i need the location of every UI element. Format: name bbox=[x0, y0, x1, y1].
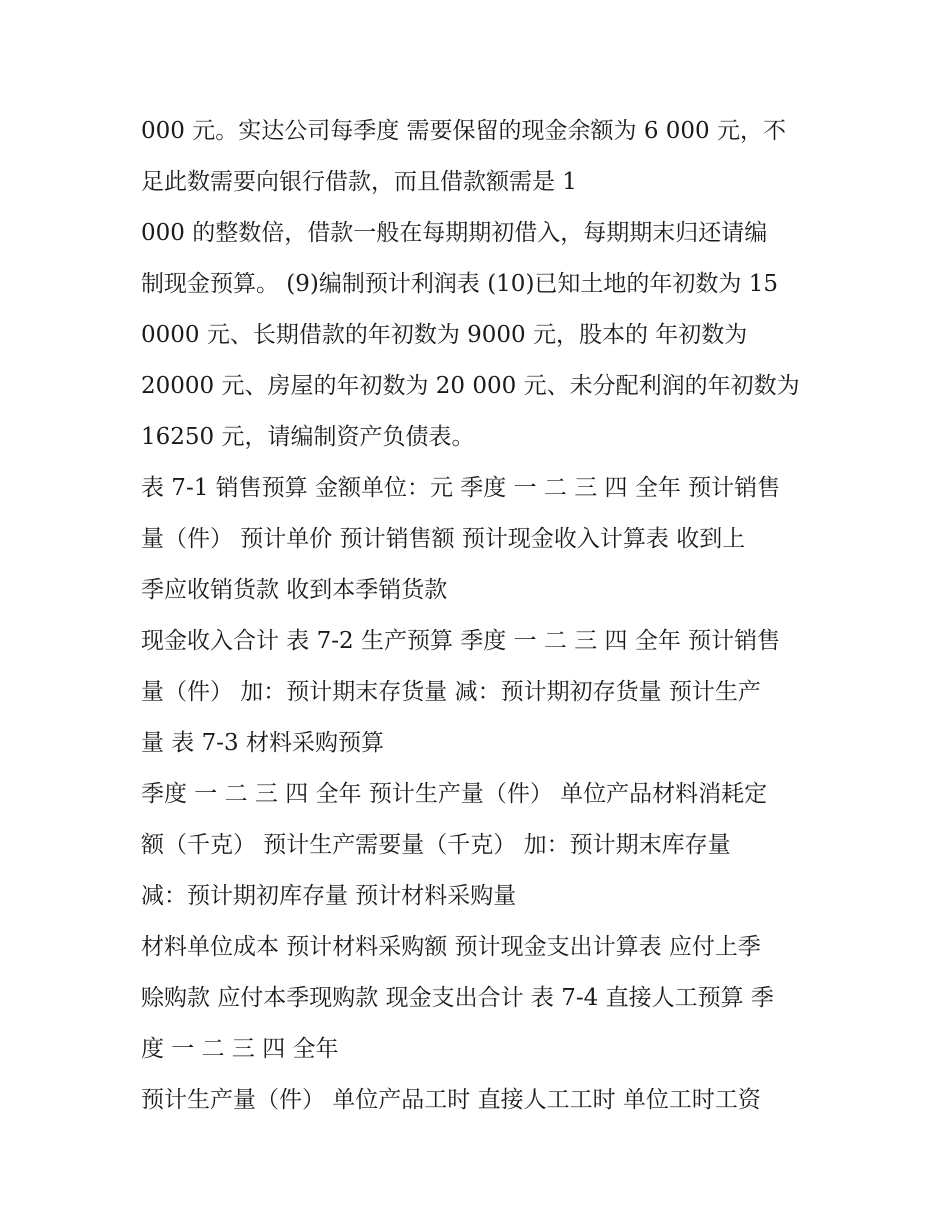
text-line: 赊购款 应付本季现购款 现金支出合计 表 7-4 直接人工预算 季 bbox=[141, 985, 774, 1011]
document-body bbox=[141, 106, 821, 1126]
text-line: 量（件） 预计单价 预计销售额 预计现金收入计算表 收到上 bbox=[141, 526, 746, 552]
text-line: 量（件） 加：预计期末存货量 减：预计期初存货量 预计生产 bbox=[141, 679, 761, 705]
text-line: 季度 一 二 三 四 全年 预计生产量（件） 单位产品材料消耗定 bbox=[141, 781, 768, 807]
text-line: 20000 元、房屋的年初数为 20 000 元、未分配利润的年初数为 bbox=[141, 373, 800, 399]
text-line: 0000 元、长期借款的年初数为 9000 元，股本的 年初数为 bbox=[141, 322, 748, 348]
text-line: 度 一 二 三 四 全年 bbox=[141, 1036, 339, 1062]
text-line: 16250 元，请编制资产负债表。 bbox=[141, 424, 475, 450]
text-line: 预计生产量（件） 单位产品工时 直接人工工时 单位工时工资 bbox=[141, 1087, 761, 1113]
text-line: 表 7-1 销售预算 金额单位：元 季度 一 二 三 四 全年 预计销售 bbox=[141, 475, 781, 501]
text-line: 000 元。实达公司每季度 需要保留的现金余额为 6 000 元，不 bbox=[141, 118, 786, 144]
text-line: 足此数需要向银行借款，而且借款额需是 1 bbox=[141, 169, 577, 195]
text-line: 额（千克） 预计生产需要量（千克） 加：预计期末库存量 bbox=[141, 832, 731, 858]
text-line: 材料单位成本 预计材料采购额 预计现金支出计算表 应付上季 bbox=[141, 934, 761, 960]
text-line: 减：预计期初库存量 预计材料采购量 bbox=[141, 883, 517, 909]
text-line: 现金收入合计 表 7-2 生产预算 季度 一 二 三 四 全年 预计销售 bbox=[141, 628, 781, 654]
text-line: 量 表 7-3 材料采购预算 bbox=[141, 730, 384, 756]
text-line: 制现金预算。 (9)编制预计利润表 (10)已知土地的年初数为 15 bbox=[141, 271, 778, 297]
text-line: 季应收销货款 收到本季销货款 bbox=[141, 577, 448, 603]
text-line: 000 的整数倍，借款一般在每期期初借入，每期期末归还请编 bbox=[141, 220, 768, 246]
